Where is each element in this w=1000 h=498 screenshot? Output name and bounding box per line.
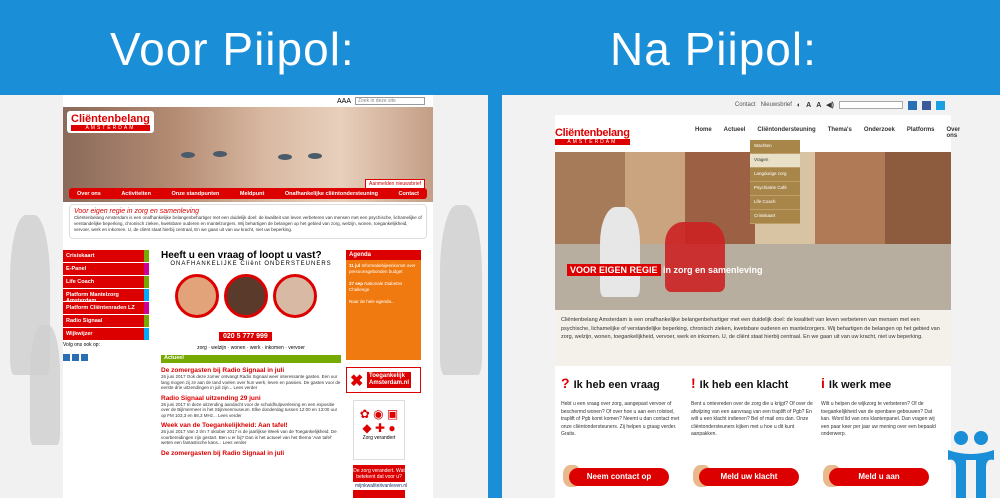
- face-photo: [175, 274, 219, 318]
- old-intro-heading: Voor eigen regie in zorg en samenleving: [74, 208, 200, 215]
- old-nav-item[interactable]: Meldpunt: [239, 190, 265, 197]
- nav-dropdown: [750, 140, 800, 224]
- ta-line1: Toegankelijk: [369, 373, 405, 379]
- facebook-icon[interactable]: [922, 101, 931, 110]
- old-nav-item[interactable]: Contact: [398, 190, 419, 197]
- news-text: 26 juni 2017 In deze uitzending aandacht voor de schuldhulpverlening en een expositie over de Bijlmermeer in het Stijnmenmuseum. Elke donderdag tussen 12:00 en 13:00 uur op FM 103,3 en 88,3 MHz... Lees verder: [161, 401, 338, 418]
- signup-button[interactable]: Meld u aan: [829, 468, 929, 486]
- column-heading: [561, 375, 683, 391]
- top-link-contact[interactable]: Contact: [734, 102, 756, 108]
- old-nav: [69, 188, 427, 199]
- toegankelijk-banner[interactable]: [346, 367, 421, 393]
- nav-item[interactable]: Over ons: [946, 127, 961, 139]
- old-logo[interactable]: [67, 111, 154, 133]
- column-title: Ik heb een vraag: [573, 379, 660, 391]
- new-logo[interactable]: [555, 127, 630, 145]
- cross-icon: ✖: [350, 373, 364, 390]
- old-search-input[interactable]: Zoek in deze site: [355, 97, 425, 105]
- news-text: 26 juni 2017 Ook deze zomer ontvangt Radio Signaal weer interessante gasten. Een uur lang mogen zij ze aan de tand voelen over hun werk, leven en passies. De gasten voor de eerste drie uitzendingen in juli zijn... Lees verder: [161, 374, 341, 390]
- agenda-text: Nationale Diabetes Challenge: [349, 281, 403, 292]
- eye-shape: [181, 152, 195, 158]
- dropdown-item[interactable]: Vragen: [750, 154, 800, 168]
- search-icon[interactable]: [908, 101, 917, 110]
- agenda-more-link[interactable]: Naar de hele agenda...: [349, 299, 395, 304]
- column-text: Wilt u helpen de wijkzorg te verbeteren? Of de toegankelijkheid van de openbare gebouwen? Dat kan. Word lid van ons klantenpanel. Dan vragen wij een paar keer per jaar uw mening over een bepaald onderwerp.: [821, 401, 936, 437]
- info-icon: i: [821, 375, 825, 391]
- sidebar-item[interactable]: Wijkwijzer: [63, 328, 149, 340]
- piipol-logo-icon: [948, 428, 994, 498]
- sidebar-item[interactable]: Crisiskaart: [63, 250, 149, 262]
- grid-icon: ✿ ◉ ▣ ◆ ✚ ●: [359, 407, 399, 435]
- topic-tags: zorg · welzijn · wonen · werk · inkomen · vervoer: [197, 345, 305, 351]
- new-logo-sub: AMSTERDAM: [555, 139, 630, 145]
- dropdown-item[interactable]: Wachten: [750, 140, 800, 154]
- dropdown-item[interactable]: Psychiatrie Café: [750, 182, 800, 196]
- nav-item[interactable]: Cliëntondersteuning: [757, 127, 816, 133]
- mobility-scooter: [665, 222, 725, 292]
- icons-label: Zorg verandert: [362, 435, 396, 441]
- agenda-box: [346, 250, 421, 360]
- column-heading: [821, 375, 943, 391]
- sidebar-item[interactable]: E-Panel: [63, 263, 149, 275]
- column-participate: [821, 375, 943, 481]
- agenda-date: 27 sep: [349, 281, 364, 286]
- sidebar-item[interactable]: Life Coach: [63, 276, 149, 288]
- sidebar-item[interactable]: Radio Signaal: [63, 315, 149, 327]
- new-logo-text: Cliëntenbelang: [555, 127, 630, 139]
- agenda-text: Informatiebijeenkomst over persoonsgebonden budget: [349, 263, 416, 274]
- dropdown-item[interactable]: Langdurige zorg: [750, 168, 800, 182]
- counsellor-faces: [161, 270, 341, 325]
- contact-button[interactable]: Neem contact op: [569, 468, 669, 486]
- zorg-verandert-icons[interactable]: [353, 400, 405, 460]
- old-center: [161, 250, 341, 457]
- hero-tagline: [567, 265, 763, 275]
- face-photo: [224, 274, 268, 318]
- top-link-newsletter[interactable]: Nieuwsbrief: [760, 102, 792, 108]
- eye-shape: [278, 154, 292, 160]
- face-photo: [273, 274, 317, 318]
- question-mark-icon: ?: [561, 375, 570, 391]
- agenda-title: Agenda: [346, 250, 421, 260]
- zorg-verandert-banner[interactable]: [353, 465, 408, 498]
- column-question: [561, 375, 683, 481]
- news-title[interactable]: De zomergasten bij Radio Signaal in juli: [161, 367, 285, 374]
- background-silhouette: [440, 205, 482, 375]
- old-sidebar: [63, 250, 149, 366]
- question-sub: ONAFHANKELIJKE Cliënt ONDERSTEUNERS: [170, 261, 332, 267]
- new-nav: [695, 127, 960, 139]
- title-after: Na Piipol:: [610, 23, 817, 75]
- column-title: Ik heb een klacht: [699, 379, 789, 391]
- font-size-controls[interactable]: AAA: [336, 97, 351, 105]
- old-logo-sub: AMSTERDAM: [71, 125, 150, 131]
- eye-shape: [308, 153, 322, 159]
- column-title: Ik werk mee: [828, 379, 892, 391]
- dropdown-item[interactable]: Life Coach: [750, 196, 800, 210]
- background-silhouette: [30, 325, 60, 445]
- old-nav-item[interactable]: Activiteiten: [121, 190, 151, 197]
- before-panel: [0, 95, 488, 498]
- news-title[interactable]: Radio Signaal uitzending 29 juni: [161, 394, 261, 402]
- old-intro-text: Cliëntenbelang Amsterdam is een onafhankelijke belangenbehartiger met een duidelijk doel: de kwaliteit van leven verbeteren van mensen met een psychische, lichamelijke of verstandelijke beperking, chronisch zieken, kwetsbare ouderen en mantelzorgers. Wij behartigen de belangen op het gebied van zorg, welzijn, wonen, toegankelijkheid, vervoer, werk en inkomen. U, de cliënt staat hierbij centraal, En we gaan uit van uw kracht, niet uw beperking.: [74, 215, 422, 232]
- news-bar: Actueel: [161, 355, 341, 363]
- agenda-date: 11 jul: [349, 263, 361, 268]
- old-nav-item[interactable]: Onafhankelijke cliëntondersteuning: [284, 190, 379, 197]
- follow-label: Volg ons ook op:: [63, 342, 100, 348]
- column-complaint: [691, 375, 813, 481]
- nav-item[interactable]: Home: [695, 127, 712, 133]
- nav-item[interactable]: Thema's: [827, 127, 852, 133]
- dropdown-item[interactable]: Crisiskaart: [750, 210, 800, 224]
- sidebar-item[interactable]: Platform Cliëntenraden LZ: [63, 302, 149, 314]
- after-panel: [502, 95, 1000, 498]
- old-website: [63, 95, 433, 498]
- building: [885, 152, 951, 244]
- old-nav-item[interactable]: Onze standpunten: [171, 190, 220, 197]
- eye-shape: [213, 151, 227, 157]
- column-heading: [691, 375, 813, 391]
- facebook-icon[interactable]: [81, 354, 88, 361]
- font-large-icon[interactable]: A: [816, 101, 822, 109]
- new-topbar: [502, 95, 1000, 115]
- column-text: Bent u ontevreden over de zorg die u krijgt? Of over de afwijzing van een aanvraag van een traplift of Pgb? En wilt u een klacht indienen? Bel of mail ons dan. Onze cliëntondersteuners kijken met u hoe u dit kunt aanpakken.: [691, 401, 813, 437]
- building: [815, 152, 885, 244]
- new-website: [555, 115, 961, 498]
- speaker-icon[interactable]: ◀): [826, 102, 834, 109]
- nav-item[interactable]: Actueel: [723, 127, 746, 133]
- hero-tag-red: VOOR EIGEN REGIE: [567, 264, 661, 276]
- old-logo-text: Cliëntenbelang: [71, 113, 150, 125]
- news-title[interactable]: Week van de Toegankelijkheid: Aan tafel!: [161, 422, 288, 429]
- agenda-item[interactable]: [346, 260, 421, 278]
- complaint-button[interactable]: Meld uw klacht: [699, 468, 799, 486]
- twitter-icon[interactable]: [936, 101, 945, 110]
- vz-text: De zorg verandert. Wat betekent dat voor u?: [353, 468, 405, 480]
- toegankelijk-text: [367, 372, 411, 388]
- title-before: Voor Piipol:: [110, 23, 355, 75]
- column-text: Hebt u een vraag over zorg, aangepast vervoer of beschermd wonen? Of over hoe u aan een rolstoel, traplift of Pgb komt komen? Neemt u dan contact met onze cliëntondersteuners. Zij helpen u graag verder. Gratis.: [561, 401, 680, 437]
- new-search-input[interactable]: [839, 101, 903, 109]
- ta-line2: Amsterdam.nl: [369, 380, 410, 386]
- newsletter-link[interactable]: Aanmelden nieuwsbrief: [365, 179, 425, 189]
- new-intro-text: Cliëntenbelang Amsterdam is een onafhankelijke belangenbehartiger met een duidelijk doel: de kwaliteit van leven verbeteren van mensen met een psychische, lichamelijke of verstandelijke beperking, chronisch zieken, kwetsbare ouderen en mantelzorgers. Wij behartigen de belangen op het gebied van zorg, welzijn, wonen, toegankelijkheid, vervoer, werk en inkomen. U, de cliënt staat hierbij centraal. En we gaan uit van uw kracht, niet uw beperking.: [555, 310, 951, 366]
- exclamation-icon: !: [691, 375, 696, 391]
- linkedin-icon[interactable]: [63, 354, 70, 361]
- hero-tag-rest: in zorg en samenleving: [660, 265, 763, 275]
- contrast-icon[interactable]: ◐: [796, 101, 802, 109]
- nav-item[interactable]: Onderzoek: [863, 127, 895, 133]
- old-topbar: [63, 95, 433, 107]
- news-title[interactable]: De zomergasten bij Radio Signaal in juli: [161, 449, 285, 457]
- mk-link[interactable]: mijnkwaliteitvanleven.nl: [355, 483, 408, 489]
- old-intro: [69, 204, 427, 239]
- twitter-icon[interactable]: [72, 354, 79, 361]
- font-small-icon[interactable]: A: [806, 101, 812, 109]
- nav-item[interactable]: Platforms: [906, 127, 935, 133]
- man-figure: [600, 207, 640, 297]
- news-text: 26 juni 2017 Van 2 t/m 7 oktober 2017 is de jaarlijkse Week van de Toegankelijkheid. De voorbereidingen zijn gestart. Ben u er bij? Dan is het actueel van het thema 'Aan tafel' weten een fantastische kans... Lees verder: [161, 429, 337, 445]
- old-nav-item[interactable]: Over ons: [77, 190, 101, 197]
- phone-number[interactable]: 020 5 777 999: [219, 332, 272, 341]
- social-icons: [63, 348, 149, 366]
- question-heading: Heeft u een vraag of loopt u vast?: [161, 250, 322, 261]
- agenda-item[interactable]: [346, 278, 421, 296]
- sidebar-item[interactable]: Platform Mantelzorg Amsterdam: [63, 289, 149, 301]
